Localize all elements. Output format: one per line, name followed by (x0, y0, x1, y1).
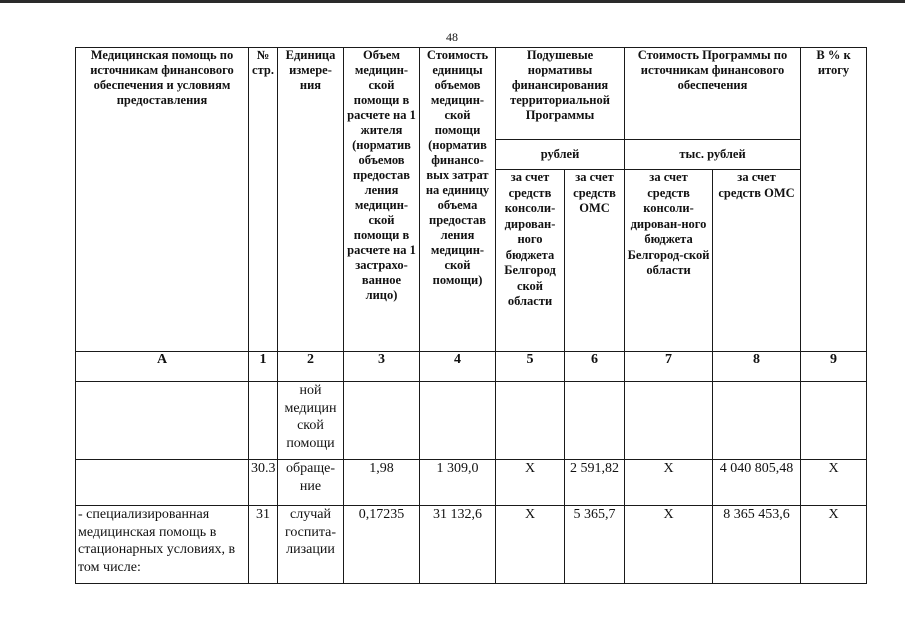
column-index-cell: 5 (496, 352, 565, 382)
header-col-9: В % к итогу (801, 48, 867, 352)
row-value-9 (801, 382, 867, 460)
row-value-8: 8 365 453,6 (713, 506, 801, 584)
row-value-6: 2 591,82 (565, 460, 625, 506)
row-value-6: 5 365,7 (565, 506, 625, 584)
row-unit: случай госпита-лизации (278, 506, 344, 584)
header-col-1: № стр. (249, 48, 278, 352)
row-value-4 (420, 382, 496, 460)
row-value-3: 0,17235 (344, 506, 420, 584)
table-row (76, 460, 867, 506)
row-value-5 (496, 382, 565, 460)
page-number: 48 (446, 30, 458, 44)
row-value-4: 1 309,0 (420, 460, 496, 506)
row-name (76, 460, 249, 506)
row-unit: ной медицин ской помощи (278, 382, 344, 460)
header-col-5: за счет средств консоли-дирован-ного бюджета Белгород ской области (496, 170, 565, 352)
row-value-9: X (801, 460, 867, 506)
column-index-row (76, 352, 867, 382)
row-number: 31 (249, 506, 278, 584)
row-number (249, 382, 278, 460)
column-index-cell: 4 (420, 352, 496, 382)
row-value-4: 31 132,6 (420, 506, 496, 584)
row-value-7: X (625, 506, 713, 584)
table-row (76, 382, 867, 460)
row-name: - специализированная медицинская помощь в стационарных условиях, в том числе: (76, 506, 249, 584)
column-index-cell: 6 (565, 352, 625, 382)
table-row (76, 506, 867, 584)
column-index-cell: 8 (713, 352, 801, 382)
header-per-capita-group: Подушевые нормативы финансирования территориальной Программы (496, 48, 625, 140)
row-value-8: 4 040 805,48 (713, 460, 801, 506)
row-unit: обраще-ние (278, 460, 344, 506)
header-col-3: Объем медицин-ской помощи в расчете на 1 жителя (норматив объемов предостав ления медицин-ской помощи в расчете на 1 застрахо-ванное лицо) (344, 48, 420, 352)
row-name (76, 382, 249, 460)
column-index-cell: 9 (801, 352, 867, 382)
column-index-cell: 7 (625, 352, 713, 382)
header-program-cost-group: Стоимость Программы по источникам финансового обеспечения (625, 48, 801, 140)
header-col-a: Медицинская помощь по источникам финансового обеспечения и условиям предоставления (76, 48, 249, 352)
row-value-5: X (496, 506, 565, 584)
row-value-7: X (625, 460, 713, 506)
row-value-6 (565, 382, 625, 460)
column-index-cell: 3 (344, 352, 420, 382)
row-value-5: X (496, 460, 565, 506)
column-index-cell: 2 (278, 352, 344, 382)
header-col-7: за счет средств консоли-дирован-ного бюджета Белгород-ской области (625, 170, 713, 352)
header-col-6: за счет средств ОМС (565, 170, 625, 352)
header-unit-thousand-rubles: тыс. рублей (625, 140, 801, 170)
header-col-8: за счет средств ОМС (713, 170, 801, 352)
header-unit-rubles: рублей (496, 140, 625, 170)
row-value-7 (625, 382, 713, 460)
header-col-4: Стоимость единицы объемов медицин-ской помощи (норматив финансо-вых затрат на единицу объема предостав ления медицин-ской помощи) (420, 48, 496, 352)
program-cost-table (75, 47, 867, 584)
row-value-3 (344, 382, 420, 460)
row-value-8 (713, 382, 801, 460)
row-value-9: X (801, 506, 867, 584)
header-col-2: Единица измере-ния (278, 48, 344, 352)
column-index-cell: 1 (249, 352, 278, 382)
column-index-cell: А (76, 352, 249, 382)
row-number: 30.3 (249, 460, 278, 506)
top-edge-line (0, 0, 905, 3)
row-value-3: 1,98 (344, 460, 420, 506)
